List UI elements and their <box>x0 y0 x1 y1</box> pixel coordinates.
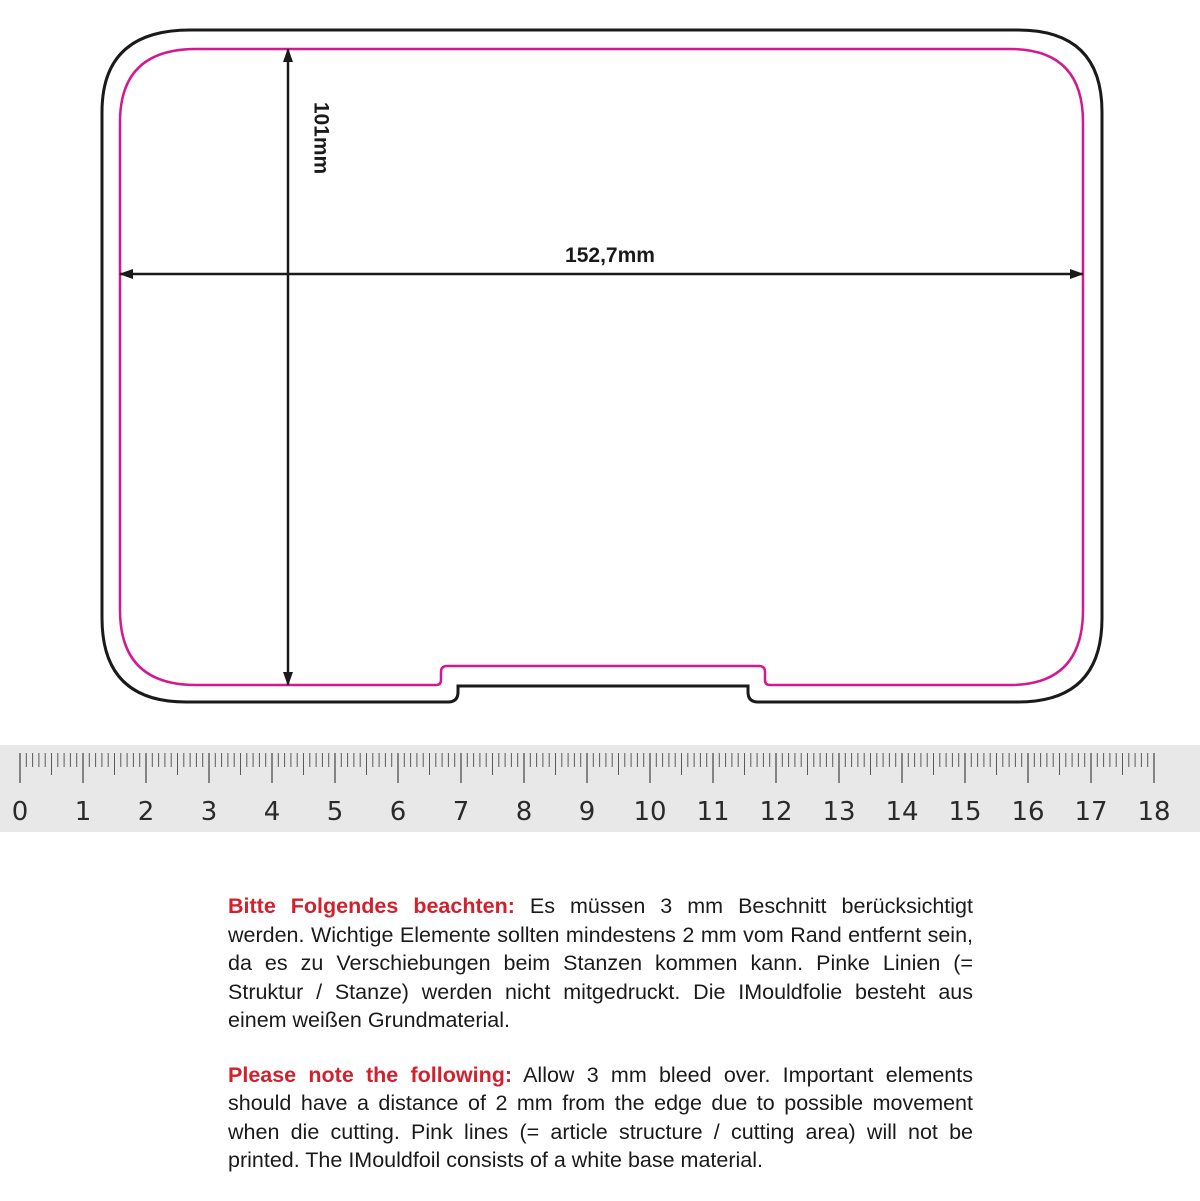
ruler-number: 8 <box>515 797 533 827</box>
outer-outline <box>102 30 1102 702</box>
ruler-number: 7 <box>452 797 470 827</box>
ruler-number: 18 <box>1137 797 1171 827</box>
ruler-number: 3 <box>200 797 218 827</box>
ruler-number: 10 <box>633 797 667 827</box>
ruler-number: 13 <box>822 797 856 827</box>
ruler-number: 11 <box>696 797 730 827</box>
ruler-number: 15 <box>948 797 982 827</box>
ruler-number: 1 <box>74 797 92 827</box>
ruler-number: 4 <box>263 797 281 827</box>
height-label: 101mm <box>309 101 333 175</box>
notes <box>228 892 973 1201</box>
ruler-number: 5 <box>326 797 344 827</box>
ruler-number: 16 <box>1011 797 1045 827</box>
note-english-heading: Please note the following: <box>228 1062 513 1087</box>
note-german-body: Es müssen 3 mm Beschnitt berücksichtigt werden. Wichtige Elemente sollten mindestens 2 mm vom Rand entfernt sein, da es zu Verschiebungen beim Stanzen kommen kann. Pinke Linien (= Struktur / Stanze) werden nicht mitgedruckt. Die IMouldfolie besteht aus einem weißen Grundmaterial. <box>228 894 973 1032</box>
ruler-number: 6 <box>389 797 407 827</box>
cut-line <box>120 49 1083 685</box>
note-german <box>228 892 973 1035</box>
ruler-number: 14 <box>885 797 919 827</box>
note-english <box>228 1061 973 1175</box>
ruler <box>0 745 1200 832</box>
note-english-body: Allow 3 mm bleed over. Important elements should have a distance of 2 mm from the edge due to possible movement when die cutting. Pink lines (= article structure / cutting area) will not be printed. The IMouldfoil consists of a white base material. <box>228 1062 973 1172</box>
ruler-number: 9 <box>578 797 596 827</box>
ruler-number: 2 <box>137 797 155 827</box>
ruler-number: 0 <box>11 797 29 827</box>
ruler-number: 17 <box>1074 797 1108 827</box>
note-german-heading: Bitte Folgendes beachten: <box>228 894 515 918</box>
width-label: 152,7mm <box>565 244 655 267</box>
ruler-number: 12 <box>759 797 793 827</box>
